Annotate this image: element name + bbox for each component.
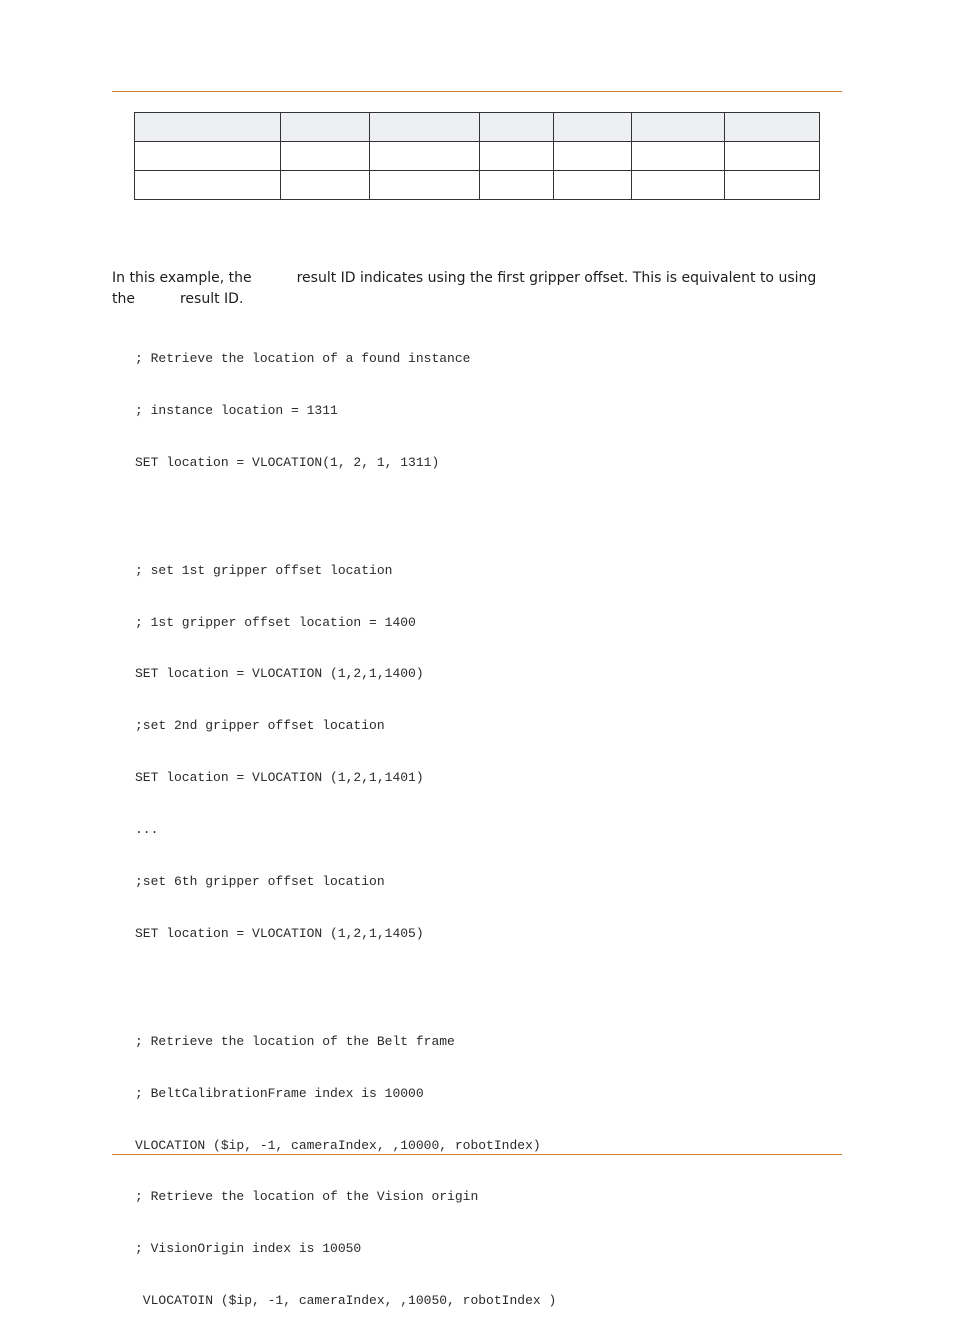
table-cell (135, 171, 281, 200)
paragraph-text: the (112, 291, 135, 307)
table-cell (480, 142, 554, 171)
table-cell (281, 142, 370, 171)
table-cell (632, 142, 725, 171)
table-cell (135, 113, 281, 142)
code-line: SET location = VLOCATION (1,2,1,1405) (135, 925, 424, 941)
table-cell (480, 113, 554, 142)
code-line: ; Retrieve the location of the Vision origin (135, 1189, 479, 1205)
code-line: ; instance location = 1311 (135, 402, 338, 418)
table-cell (554, 113, 632, 142)
data-table (134, 112, 820, 200)
code-line: ; BeltCalibrationFrame index is 10000 (135, 1085, 424, 1101)
paragraph-text: In this example, the (112, 270, 252, 286)
code-line: ; Retrieve the location of a found instance (135, 351, 471, 366)
table-cell (370, 142, 480, 171)
table-cell (480, 171, 554, 200)
table-cell (281, 113, 370, 142)
code-line: ;set 6th gripper offset location (135, 874, 385, 890)
paragraph-text: result ID indicates using the first gripper offset. This is equivalent to using (296, 270, 817, 286)
code-line: SET location = VLOCATION (1,2,1,1400) (135, 666, 424, 682)
table-cell (725, 142, 820, 171)
footer-rule (112, 1154, 842, 1155)
table-cell (725, 171, 820, 200)
table-row (135, 142, 820, 171)
table-cell (554, 171, 632, 200)
code-line: ; set 1st gripper offset location (135, 562, 393, 578)
paragraph-text: result ID. (179, 291, 244, 307)
table-cell (554, 142, 632, 171)
code-line: ; 1st gripper offset location = 1400 (135, 614, 416, 630)
table-cell (725, 113, 820, 142)
code-listing (135, 318, 556, 1327)
code-line: VLOCATOIN ($ip, -1, cameraIndex, ,10050, robotIndex ) (135, 1293, 557, 1309)
table-row (135, 171, 820, 200)
code-line: ; VisionOrigin index is 10050 (135, 1241, 362, 1257)
table-cell (632, 171, 725, 200)
code-line: ;set 2nd gripper offset location (135, 718, 385, 734)
code-line: VLOCATION ($ip, -1, cameraIndex, ,10000, robotIndex) (135, 1137, 541, 1153)
code-line: ... (135, 822, 159, 838)
table-cell (370, 113, 480, 142)
code-line: ; Retrieve the location of the Belt frame (135, 1033, 455, 1049)
table-cell (632, 113, 725, 142)
code-line: SET location = VLOCATION(1, 2, 1, 1311) (135, 454, 440, 470)
body-paragraph (112, 268, 842, 310)
table-cell (135, 142, 281, 171)
code-line: SET location = VLOCATION (1,2,1,1401) (135, 770, 424, 786)
header-rule (112, 91, 842, 92)
table-cell (370, 171, 480, 200)
table-header-row (135, 113, 820, 142)
table-cell (281, 171, 370, 200)
